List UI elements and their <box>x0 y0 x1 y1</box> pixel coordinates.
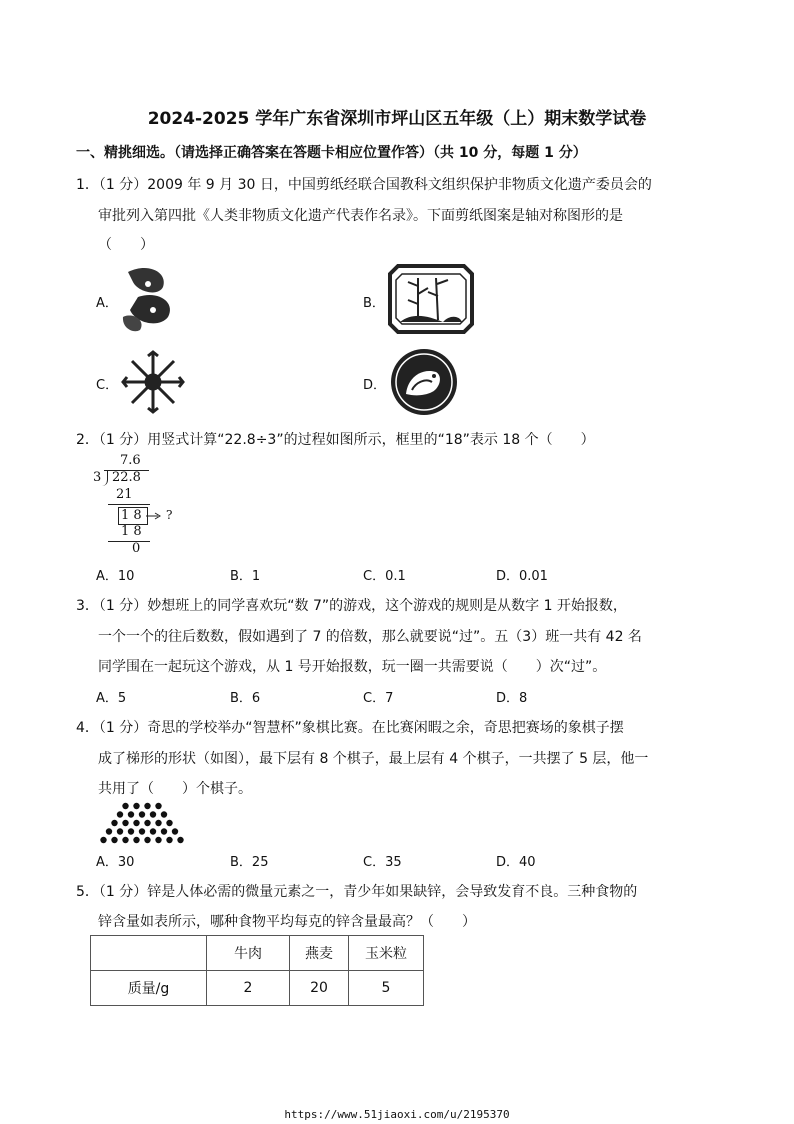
q1-option-b: B． <box>363 296 385 311</box>
q1-option-d: D． <box>363 378 387 393</box>
papercut-snowflake-image <box>118 348 188 416</box>
q4-option-a: A．30 <box>96 855 135 870</box>
chess-piece-dot <box>122 820 128 826</box>
q5-line-1: 5．（1 分）锌是人体必需的微量元素之一，青少年如果缺锌，会导致发育不良。三种食物的 <box>76 884 638 900</box>
subtract-1: 21 <box>116 487 133 502</box>
chess-piece-dot <box>128 828 134 834</box>
chess-piece-dot <box>111 837 117 843</box>
chess-piece-dot <box>144 837 150 843</box>
table-cell: 5 <box>349 971 424 1006</box>
q4-option-d: D．40 <box>496 855 536 870</box>
chess-piece-dot <box>133 837 139 843</box>
chess-piece-dot <box>139 828 145 834</box>
q3-option-d: D．8 <box>496 691 528 706</box>
q2-option-d: D．0.01 <box>496 569 548 584</box>
chess-piece-dot <box>133 820 139 826</box>
chess-piece-dot <box>150 828 156 834</box>
papercut-rooster-image <box>388 346 460 418</box>
q4-line-2: 成了梯形的形状（如图），最下层有 8 个棋子，最上层有 4 个棋子，一共摆了 5 层，他一 <box>98 751 649 767</box>
q4-option-c: C．35 <box>363 855 402 870</box>
long-division-figure <box>90 453 185 563</box>
chess-piece-dot <box>139 811 145 817</box>
section-heading: 一、精挑细选。（请选择正确答案在答题卡相应位置作答）（共 10 分，每题 1 分） <box>76 145 587 161</box>
divisor: 3 <box>93 470 102 485</box>
footer-url: https://www.51jiaoxi.com/u/2195370 <box>284 1108 510 1121</box>
chess-piece-dot <box>155 803 161 809</box>
q4-option-b: B．25 <box>230 855 269 870</box>
q4-line-3: 共用了（ ）个棋子。 <box>98 781 252 797</box>
table-cell: 20 <box>290 971 349 1006</box>
chess-piece-dot <box>117 828 123 834</box>
chess-piece-dot <box>133 803 139 809</box>
q3-option-c: C．7 <box>363 691 394 706</box>
table-cell: 2 <box>207 971 290 1006</box>
q3-line-2: 一个一个的往后数数，假如遇到了 7 的倍数，那么就要说“过”。五（3）班一共有 42 名 <box>98 629 642 645</box>
chess-piece-dot <box>161 828 167 834</box>
chess-piece-dot <box>161 811 167 817</box>
chess-piece-dot <box>122 837 128 843</box>
table-header-cell: 玉米粒 <box>349 936 424 971</box>
quotient: 7.6 <box>120 453 141 468</box>
page-title: 2024-2025 学年广东省深圳市坪山区五年级（上）期末数学试卷 <box>147 109 647 129</box>
chess-piece-dot <box>122 803 128 809</box>
zinc-content-table <box>90 935 424 1006</box>
q1-line-2: 审批列入第四批《人类非物质文化遗产代表作名录》。下面剪纸图案是轴对称图形的是 <box>98 208 623 224</box>
chess-piece-dot <box>144 803 150 809</box>
table-header-cell <box>91 936 207 971</box>
chess-piece-dot <box>117 811 123 817</box>
q3-line-3: 同学围在一起玩这个游戏，从 1 号开始报数，玩一圈一共需要说（ ）次“过”。 <box>98 659 607 675</box>
chess-piece-dot <box>106 828 112 834</box>
q3-option-a: A．5 <box>96 691 127 706</box>
q1-option-a: A． <box>96 296 118 311</box>
table-row <box>91 971 424 1006</box>
subtract-2: 1 8 <box>121 524 142 539</box>
q4-line-1: 4．（1 分）奇思的学校举办“智慧杯”象棋比赛。在比赛闲暇之余，奇思把赛场的象棋子摆 <box>76 720 624 736</box>
q3-line-1: 3．（1 分）妙想班上的同学喜欢玩“数 7”的游戏，这个游戏的规则是从数字 1 开始报数， <box>76 598 627 614</box>
arrow-icon <box>146 511 162 521</box>
q2-option-a: A．10 <box>96 569 135 584</box>
q2-line: 2．（1 分）用竖式计算“22.8÷3”的过程如图所示，框里的“18”表示 18 个（ ） <box>76 432 595 448</box>
chess-piece-dot <box>155 837 161 843</box>
q1-line-1: 1．（1 分）2009 年 9 月 30 日，中国剪纸经联合国教科文组织保护非物质文化遗产委员会的 <box>76 177 652 193</box>
chess-piece-dot <box>155 820 161 826</box>
dividend: 22.8 <box>112 470 141 485</box>
q2-option-b: B．1 <box>230 569 261 584</box>
question-mark: ? <box>166 508 173 522</box>
table-header-cell: 燕麦 <box>290 936 349 971</box>
q3-option-b: B．6 <box>230 691 261 706</box>
papercut-bamboo-image <box>388 264 474 334</box>
chess-piece-dot <box>144 820 150 826</box>
table-cell: 质量/g <box>91 971 207 1006</box>
chess-piece-dot <box>150 811 156 817</box>
table-header-row <box>91 936 424 971</box>
chess-pieces-trapezoid-figure <box>92 800 192 846</box>
chess-piece-dot <box>177 837 183 843</box>
chess-piece-dot <box>166 837 172 843</box>
chess-piece-dot <box>111 820 117 826</box>
q5-line-2: 锌含量如表所示，哪种食物平均每克的锌含量最高？（ ） <box>98 914 476 930</box>
q1-line-3: （ ） <box>98 237 154 253</box>
chess-piece-dot <box>128 811 134 817</box>
chess-piece-dot <box>166 820 172 826</box>
chess-piece-dot <box>100 837 106 843</box>
q1-option-c: C． <box>96 378 119 393</box>
q2-option-c: C．0.1 <box>363 569 406 584</box>
papercut-fish-image <box>118 262 182 334</box>
chess-piece-dot <box>172 828 178 834</box>
table-header-cell: 牛肉 <box>207 936 290 971</box>
boxed-18: 1 8 <box>121 508 142 523</box>
remainder: 0 <box>132 541 141 556</box>
